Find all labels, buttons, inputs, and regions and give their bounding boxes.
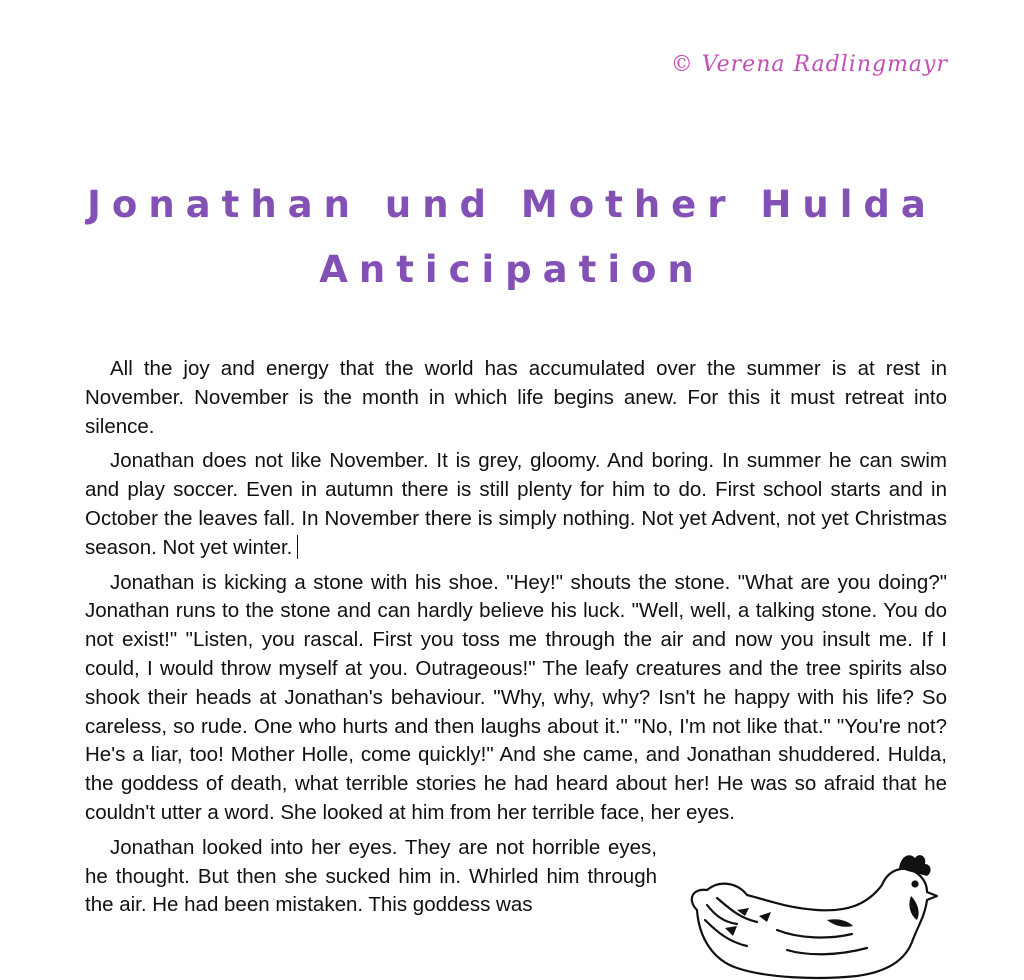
page-title xyxy=(0,172,1024,302)
title-line-1: Jonathan und Mother Hulda xyxy=(87,183,937,226)
paragraph-4-text: Jonathan looked into her eyes. They are not horrible eyes, he thought. But then she sucked him in. Whirled him through the air. He had been mistaken. This goddess was xyxy=(85,835,657,917)
story-text[interactable] xyxy=(85,355,947,980)
title-line-2: Anticipation xyxy=(319,248,705,291)
paragraph-1-text: All the joy and energy that the world has accumulated over the summer is at rest in November. November is the month in which life begins anew. For this it must retreat into silence. xyxy=(85,357,947,438)
paragraph-1 xyxy=(85,355,947,441)
paragraph-3-text: Jonathan is kicking a stone with his shoe. "Hey!" shouts the stone. "What are you doing?" Jonathan runs to the stone and can hardly believe his luck. "Well, well, a talking stone. You do not exist!" "Listen, you rascal. First you toss me through the air and now you insult me. If I could, I would throw myself at you. Outrageous!" The leafy creatures and the tree spirits also shook their heads at Jonathan's behaviour. "Why, why, why? Isn't he happy with his life? So careless, so rude. One who hurts and then laughs about it." "No, I'm not like that." "You're not? He's a liar, too! Mother Holle, come quickly!" And she came, and Jonathan shuddered. Hulda, the goddess of death, what terrible stories he had heard about her! He was so afraid that he couldn't utter a word. She looked at him from her terrible face, her eyes. xyxy=(85,570,947,824)
hen-icon xyxy=(677,850,947,980)
copyright-signature: © Verena Radlingmayr xyxy=(670,52,948,77)
paragraph-2 xyxy=(85,447,947,562)
paragraph-3 xyxy=(85,569,947,828)
paragraph-2-text: Jonathan does not like November. It is grey, gloomy. And boring. In summer he can swim and play soccer. Even in autumn there is still plenty for him to do. First school starts and in October the leaves fall. In November there is simply nothing. Not yet Advent, not yet Christmas season. Not yet winter. xyxy=(85,449,947,559)
text-cursor xyxy=(297,535,298,559)
